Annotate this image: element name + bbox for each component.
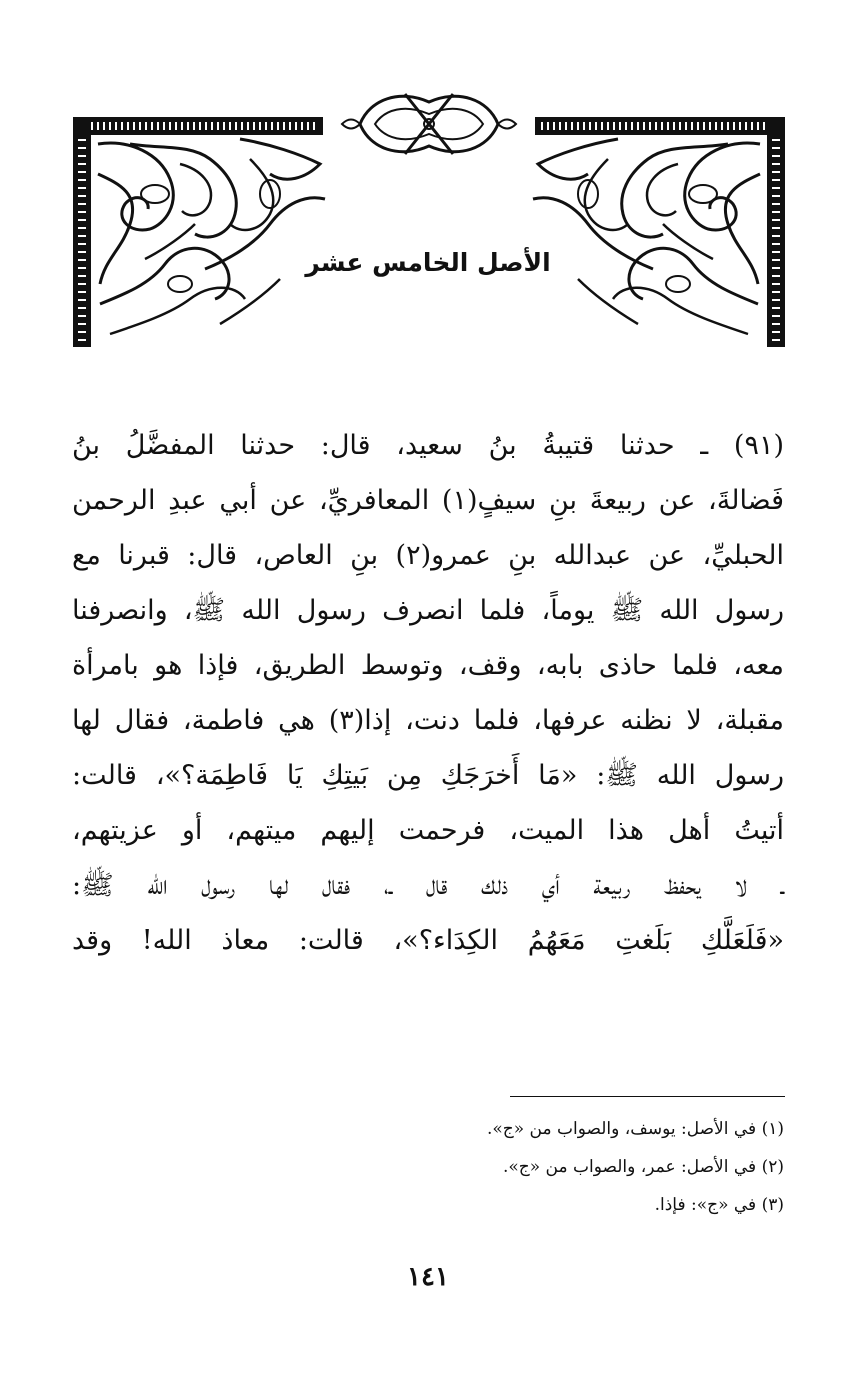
text-line: رسول الله ﷺ: «مَا أَخرَجَكِ مِن بَيتِكِ يَا فَاطِمَة؟»، قالت: [72, 760, 784, 791]
hadith-text [72, 418, 784, 968]
text-line: «فَلَعَلَّكِ بَلَغتِ مَعَهُمُ الكِدَاء؟»، قالت: معاذ الله! وقد [72, 925, 784, 956]
text-line: (٩١) ـ حدثنا قتيبةُ بنُ سعيد، قال: حدثنا المفضَّلُ بنُ [72, 430, 784, 461]
footnotes [487, 1110, 784, 1224]
text-line: معه، فلما حاذى بابه، وقف، وتوسط الطريق، فإذا هو بامرأة [72, 650, 784, 681]
chapter-title: الأصل الخامس عشر [305, 248, 551, 277]
text-line: رسول الله ﷺ يوماً، فلما انصرف رسول الله ﷺ، وانصرفنا [72, 595, 784, 626]
page-number: ١٤١ [407, 1262, 449, 1292]
text-line: الحبليِّ، عن عبدالله بنِ عمرو(٢) بنِ العاص، قال: قبرنا مع [72, 540, 784, 571]
footnote: (٢) في الأصل: عمر، والصواب من «ج». [502, 1157, 784, 1177]
footnote-separator [510, 1096, 785, 1097]
chapter-header-ornament [70, 84, 788, 352]
text-line: أتيتُ أهل هذا الميت، فرحمت إليهم ميتهم، أو عزيتهم، [72, 815, 784, 846]
text-line: ـ لا يحفظ ربيعة أي ذلك قال ـ، فقال لها رسول الله ﷺ: [72, 870, 784, 901]
text-line: فَضالةَ، عن ربيعةَ بنِ سيفٍ(١) المعافريِّ، عن أبي عبدِ الرحمن [72, 485, 785, 516]
footnote: (٣) في «ج»: فإذا. [654, 1195, 784, 1215]
text-line: مقبلة، لا نظنه عرفها، فلما دنت، إذا(٣) هي فاطمة، فقال لها [72, 705, 784, 736]
footnote: (١) في الأصل: يوسف، والصواب من «ج». [486, 1119, 784, 1139]
